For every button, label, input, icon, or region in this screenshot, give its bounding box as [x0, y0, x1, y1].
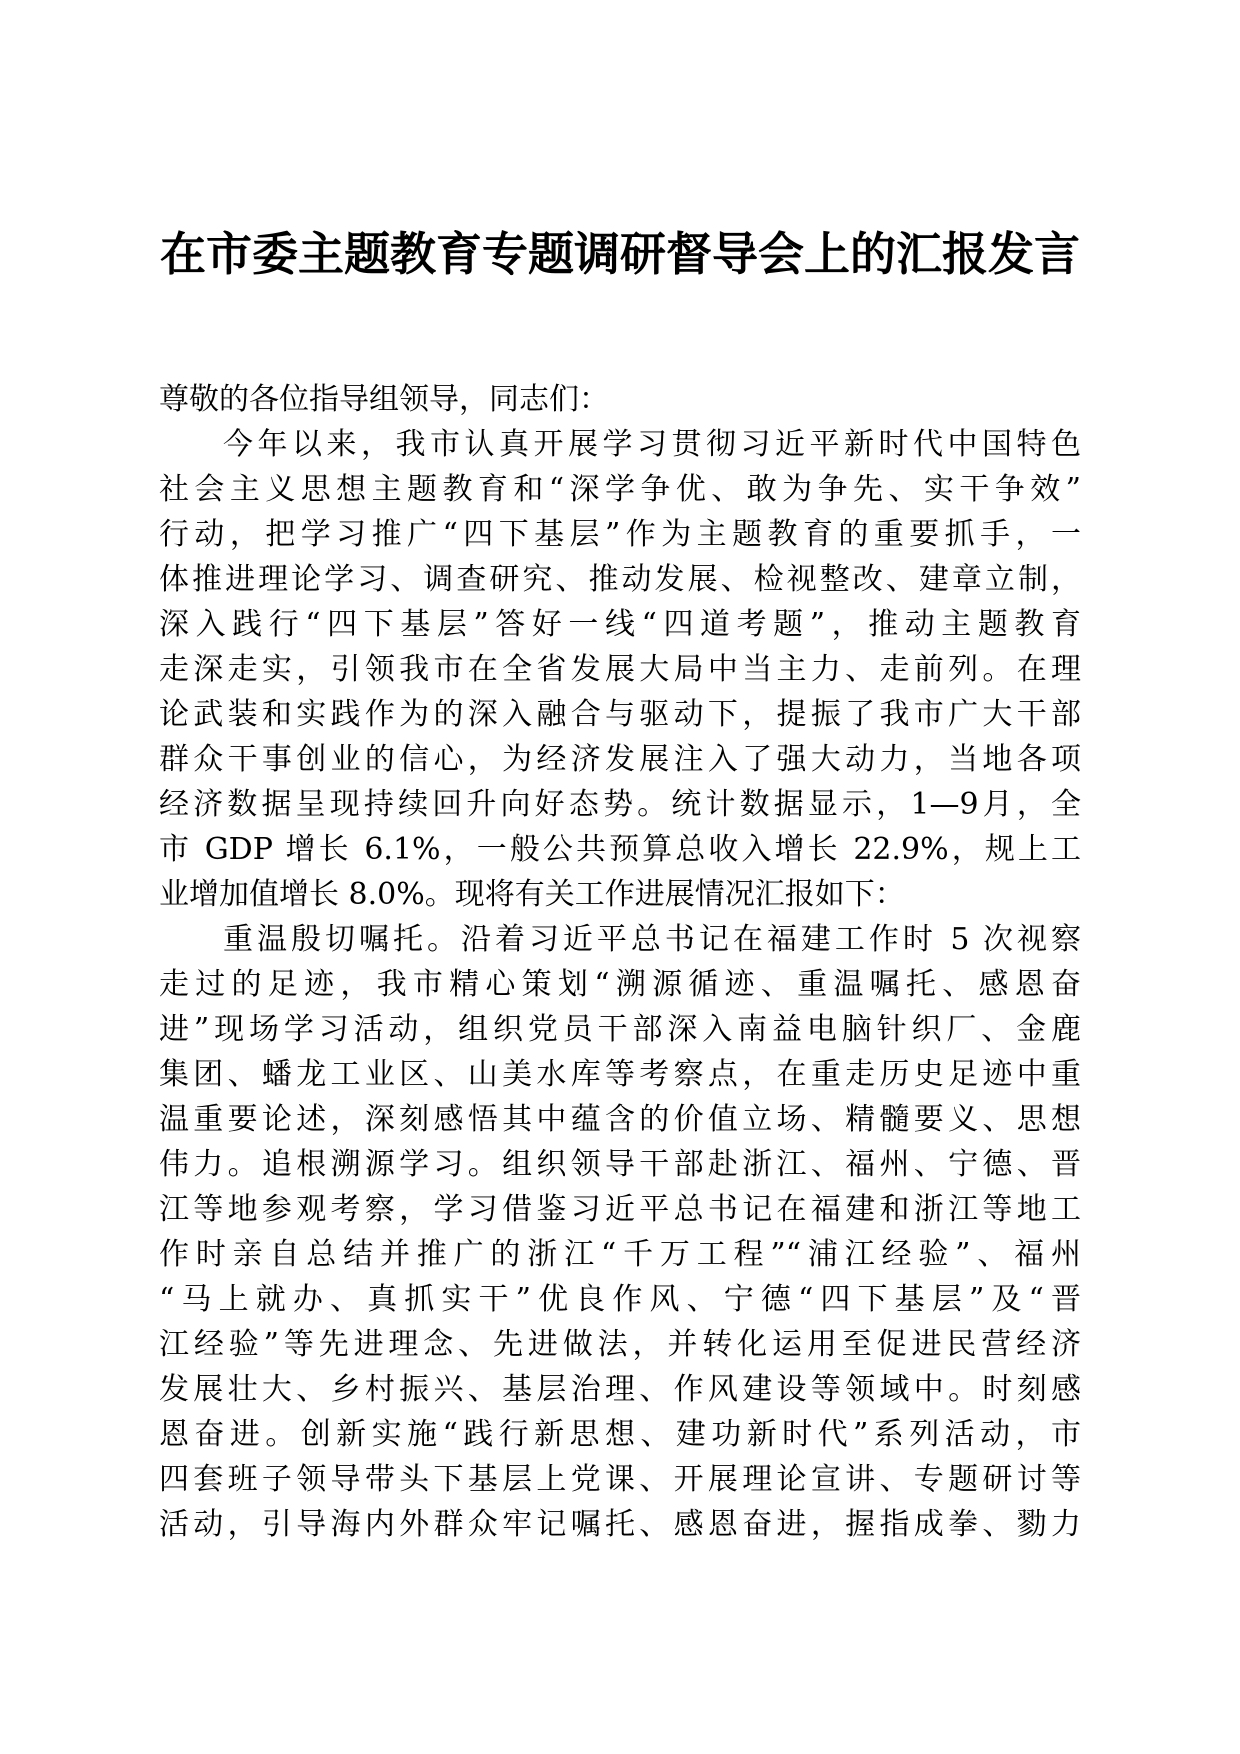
paragraph-line: 群众干事创业的信心，为经济发展注入了强大动力，当地各项 [159, 742, 1081, 777]
paragraph-line: 进”现场学习活动，组织党员干部深入南益电脑针织厂、金鹿 [159, 1012, 1081, 1047]
paragraph-line: 集团、蟠龙工业区、山美水库等考察点，在重走历史足迹中重 [159, 1057, 1081, 1092]
paragraph-line: 深入践行“四下基层”答好一线“四道考题”，推动主题教育 [159, 607, 1081, 642]
paragraph-line: 体推进理论学习、调查研究、推动发展、检视整改、建章立制， [159, 562, 1081, 597]
paragraph-line: 市 GDP 增长 6.1%，一般公共预算总收入增长 22.9%，规上工 [159, 832, 1081, 867]
paragraph-line: 行动，把学习推广“四下基层”作为主题教育的重要抓手，一 [159, 517, 1081, 552]
paragraph-line: 江等地参观考察，学习借鉴习近平总书记在福建和浙江等地工 [159, 1192, 1081, 1227]
paragraph-line: 经济数据呈现持续回升向好态势。统计数据显示，1—9月，全 [159, 787, 1081, 822]
paragraph-line: 活动，引导海内外群众牢记嘱托、感恩奋进，握指成拳、勠力 [159, 1507, 1081, 1542]
paragraph-line: 恩奋进。创新实施“践行新思想、建功新时代”系列活动，市 [159, 1417, 1081, 1452]
document-body [159, 377, 1081, 1547]
paragraph-line: 江经验”等先进理念、先进做法，并转化运用至促进民营经济 [159, 1327, 1081, 1362]
salutation: 尊敬的各位指导组领导，同志们： [159, 382, 609, 417]
paragraph-line: “马上就办、真抓实干”优良作风、宁德“四下基层”及“晋 [159, 1282, 1081, 1317]
paragraph-line: 论武装和实践作为的深入融合与驱动下，提振了我市广大干部 [159, 697, 1081, 732]
paragraph-line: 作时亲自总结并推广的浙江“千万工程”“浦江经验”、福州 [159, 1237, 1081, 1272]
paragraph-line: 业增加值增长 8.0%。现将有关工作进展情况汇报如下： [159, 877, 905, 912]
paragraph-line: 重温殷切嘱托。沿着习近平总书记在福建工作时 5 次视察 [223, 922, 1081, 957]
paragraph-line: 社会主义思想主题教育和“深学争优、敢为争先、实干争效” [159, 472, 1081, 507]
paragraph-line: 今年以来，我市认真开展学习贯彻习近平新时代中国特色 [223, 427, 1081, 462]
document-title: 在市委主题教育专题调研督导会上的汇报发言 [160, 227, 1080, 281]
paragraph-line: 走过的足迹，我市精心策划“溯源循迹、重温嘱托、感恩奋 [159, 967, 1081, 1002]
paragraph-line: 伟力。追根溯源学习。组织领导干部赴浙江、福州、宁德、晋 [159, 1147, 1081, 1182]
paragraph-line: 温重要论述，深刻感悟其中蕴含的价值立场、精髓要义、思想 [159, 1102, 1081, 1137]
paragraph-line: 四套班子领导带头下基层上党课、开展理论宣讲、专题研讨等 [159, 1462, 1081, 1497]
paragraph-line: 走深走实，引领我市在全省发展大局中当主力、走前列。在理 [159, 652, 1081, 687]
paragraph-line: 发展壮大、乡村振兴、基层治理、作风建设等领域中。时刻感 [159, 1372, 1081, 1407]
